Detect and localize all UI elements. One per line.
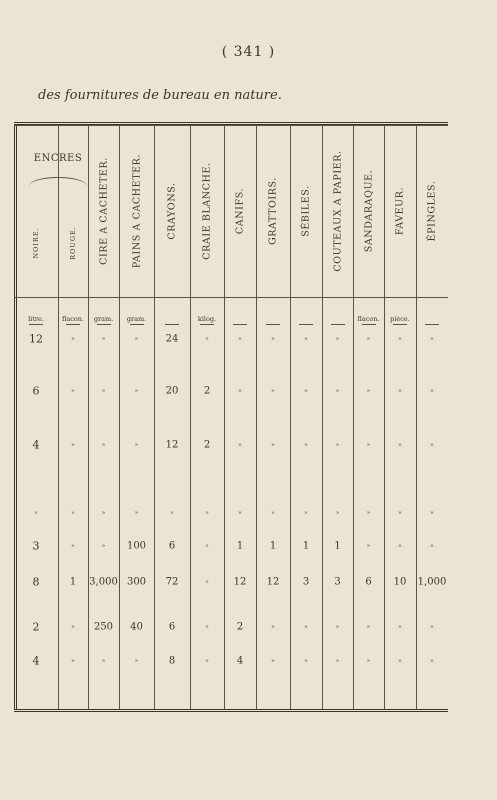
table-cell: 1: [302, 540, 310, 552]
table-cell: »: [134, 441, 139, 449]
table-cell: »: [205, 542, 209, 550]
table-cell: »: [398, 623, 402, 631]
column-rule: [190, 125, 191, 709]
table-cell: »: [134, 387, 139, 395]
table-cell: »: [271, 509, 275, 517]
unit-label: gram.: [126, 315, 147, 323]
table-cell: 1: [334, 540, 341, 552]
column-header: CRAIE BLANCHE.: [201, 162, 213, 260]
table-cell: 4: [236, 655, 244, 667]
supplies-table: [14, 122, 448, 712]
table-cell: 8: [168, 655, 176, 667]
table-cell: »: [71, 335, 75, 343]
table-cell: 3: [302, 576, 310, 588]
table-cell: »: [304, 441, 308, 449]
table-cell: »: [335, 509, 340, 517]
table-cell: »: [238, 387, 242, 395]
table-cell: 3: [334, 576, 341, 588]
column-header: CRAYONS.: [166, 182, 178, 240]
table-cell: »: [366, 441, 371, 449]
column-rule: [384, 125, 385, 709]
table-cell: 3: [32, 539, 40, 553]
column-rule: [88, 125, 89, 709]
unit-label: flacon.: [61, 315, 85, 323]
table-cell: »: [71, 441, 75, 449]
unit-label: flacon.: [357, 315, 380, 323]
header-rule: [14, 297, 448, 298]
table-cell: 40: [130, 621, 143, 633]
column-rule: [119, 125, 120, 709]
table-cell: 20: [165, 385, 179, 397]
table-cell: »: [71, 387, 75, 395]
page-number: ( 341 ): [221, 44, 276, 60]
table-cell: 10: [393, 576, 407, 588]
column-rule: [416, 125, 417, 709]
column-rule: [224, 125, 225, 709]
unit-label: kilog.: [197, 315, 217, 323]
table-cell: »: [101, 335, 106, 343]
top-rule: [14, 125, 448, 126]
column-rule: [58, 125, 59, 709]
table-cell: 300: [126, 576, 147, 588]
table-cell: 1: [269, 540, 277, 552]
unit-label: pièce.: [390, 315, 410, 323]
table-cell: »: [271, 441, 275, 449]
column-header: FAVEUR.: [394, 186, 406, 236]
table-cell: 12: [266, 576, 280, 588]
table-cell: »: [398, 441, 402, 449]
table-cell: »: [335, 335, 340, 343]
table-cell: 24: [165, 333, 179, 345]
table-cell: »: [34, 509, 38, 517]
table-cell: »: [101, 387, 106, 395]
table-cell: 6: [168, 621, 176, 633]
table-cell: 1: [236, 540, 244, 552]
table-cell: »: [134, 657, 139, 665]
table-cell: »: [430, 509, 434, 517]
table-cell: »: [430, 623, 434, 631]
table-cell: 72: [165, 576, 179, 588]
table-cell: »: [238, 441, 242, 449]
table-cell: 4: [32, 438, 40, 452]
unit-dash: [393, 324, 407, 325]
column-header: CANIFS.: [234, 187, 246, 235]
table-cell: »: [430, 387, 434, 395]
table-cell: 1: [69, 576, 77, 588]
unit-dash: [165, 324, 179, 325]
table-cell: 2: [203, 385, 211, 397]
table-cell: 4: [32, 654, 40, 668]
table-cell: 1,000: [417, 576, 447, 588]
unit-dash: [97, 324, 111, 325]
unit-dash: [331, 324, 345, 325]
unit-dash: [130, 324, 144, 325]
table-cell: »: [238, 509, 242, 517]
table-cell: »: [71, 509, 75, 517]
table-cell: »: [101, 509, 106, 517]
table-cell: 6: [32, 384, 40, 398]
table-cell: »: [335, 387, 340, 395]
table-cell: »: [101, 441, 106, 449]
column-rule: [290, 125, 291, 709]
column-header: COUTEAUX A PAPIER.: [332, 150, 343, 272]
column-rule: [154, 125, 155, 709]
table-cell: 2: [203, 439, 211, 451]
table-cell: »: [71, 657, 75, 665]
table-cell: »: [304, 335, 308, 343]
table-cell: »: [398, 335, 402, 343]
column-header: ÉPINGLES.: [426, 180, 438, 242]
unit-dash: [66, 324, 80, 325]
column-header: SANDARAQUE.: [363, 169, 374, 253]
table-cell: 12: [29, 332, 43, 346]
table-cell: »: [366, 542, 371, 550]
table-cell: »: [238, 335, 242, 343]
table-cell: »: [101, 657, 106, 665]
table-cell: »: [366, 335, 371, 343]
table-cell: »: [71, 623, 75, 631]
table-cell: »: [366, 657, 371, 665]
table-cell: »: [205, 509, 209, 517]
table-cell: »: [205, 335, 209, 343]
table-cell: »: [205, 623, 209, 631]
table-cell: »: [134, 335, 139, 343]
page-caption: des fournitures de bureau en nature.: [38, 88, 282, 103]
table-cell: 250: [93, 621, 114, 633]
unit-dash: [299, 324, 313, 325]
column-rule: [256, 125, 257, 709]
table-cell: 2: [32, 620, 40, 634]
encres-group-header: ENCRES: [33, 153, 83, 164]
table-cell: »: [170, 509, 174, 517]
table-cell: 3,000: [89, 576, 118, 588]
table-cell: »: [398, 657, 402, 665]
table-cell: 2: [236, 621, 244, 633]
table-cell: »: [304, 509, 308, 517]
unit-dash: [425, 324, 439, 325]
table-cell: »: [398, 387, 402, 395]
table-cell: »: [335, 441, 340, 449]
table-cell: »: [304, 387, 308, 395]
table-cell: »: [398, 542, 402, 550]
table-cell: »: [430, 441, 434, 449]
table-cell: »: [430, 542, 434, 550]
unit-dash: [29, 324, 43, 325]
table-cell: »: [205, 578, 209, 586]
table-cell: »: [271, 623, 275, 631]
table-cell: »: [134, 509, 139, 517]
table-cell: »: [335, 657, 340, 665]
unit-dash: [200, 324, 214, 325]
table-cell: »: [430, 657, 434, 665]
table-cell: »: [304, 623, 308, 631]
table-cell: »: [398, 509, 402, 517]
unit-label: litre.: [28, 315, 44, 323]
column-header: CIRE A CACHETER.: [98, 157, 109, 265]
column-rule: [353, 125, 354, 709]
unit-dash: [233, 324, 247, 325]
table-cell: »: [271, 657, 275, 665]
table-cell: 12: [233, 576, 247, 588]
column-header: PAINS A CACHETER.: [131, 153, 142, 269]
table-cell: 6: [168, 540, 176, 552]
table-cell: »: [101, 542, 106, 550]
unit-label: gram.: [93, 315, 114, 323]
table-cell: »: [71, 542, 75, 550]
column-header: SÉBILES.: [300, 185, 312, 237]
table-cell: »: [271, 335, 275, 343]
table-cell: »: [304, 657, 308, 665]
table-cell: 12: [165, 439, 179, 451]
column-header: ROUGE.: [69, 226, 77, 260]
table-cell: »: [271, 387, 275, 395]
table-cell: 6: [365, 576, 372, 588]
table-cell: »: [430, 335, 434, 343]
column-rule: [14, 125, 17, 709]
table-cell: »: [205, 657, 209, 665]
column-header: NOIRE.: [32, 227, 40, 259]
column-header: GRATTOIRS.: [267, 177, 279, 245]
table-cell: 100: [126, 540, 147, 552]
table-cell: »: [335, 623, 340, 631]
unit-dash: [362, 324, 376, 325]
table-cell: »: [366, 509, 371, 517]
table-cell: »: [366, 623, 371, 631]
column-rule: [322, 125, 323, 709]
table-cell: 8: [32, 575, 40, 589]
unit-dash: [266, 324, 280, 325]
table-cell: »: [366, 387, 371, 395]
